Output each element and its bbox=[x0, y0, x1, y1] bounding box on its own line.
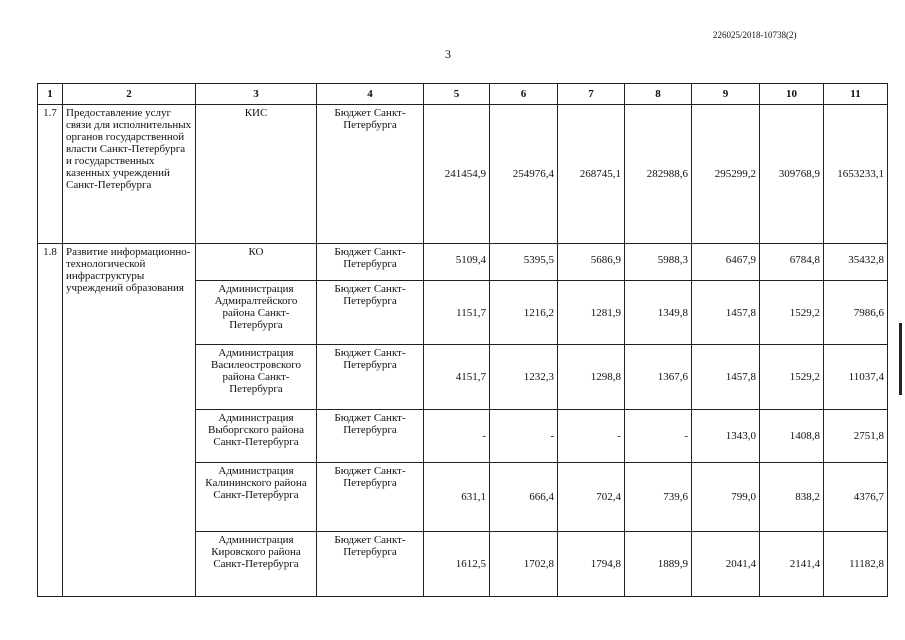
value-cell: 268745,1 bbox=[558, 105, 625, 244]
funding-source-cell: Бюджет Санкт-Петербурга bbox=[317, 281, 424, 345]
header-cell: 9 bbox=[692, 84, 760, 105]
value-cell: 1457,8 bbox=[692, 345, 760, 410]
row-number: 1.7 bbox=[38, 105, 63, 244]
executor-cell: Администрация Василеостровского района Санкт-Петербурга bbox=[196, 345, 317, 410]
value-cell: 2041,4 bbox=[692, 532, 760, 597]
value-cell: 5988,3 bbox=[625, 244, 692, 281]
total-cell: 4376,7 bbox=[824, 463, 888, 532]
document-id: 226025/2018-10738(2) bbox=[713, 30, 797, 40]
value-cell: 739,6 bbox=[625, 463, 692, 532]
table-row bbox=[38, 105, 888, 244]
value-cell: 838,2 bbox=[760, 463, 824, 532]
value-cell: 799,0 bbox=[692, 463, 760, 532]
value-cell: 666,4 bbox=[490, 463, 558, 532]
value-cell: - bbox=[558, 410, 625, 463]
value-cell: 1529,2 bbox=[760, 281, 824, 345]
total-cell: 35432,8 bbox=[824, 244, 888, 281]
value-cell: 1298,8 bbox=[558, 345, 625, 410]
header-cell: 3 bbox=[196, 84, 317, 105]
value-cell: 1794,8 bbox=[558, 532, 625, 597]
measure-name: Развитие информационно-технологической инфраструктуры учреждений образования bbox=[63, 244, 196, 597]
executor-cell: Администрация Выборгского района Санкт-Петербурга bbox=[196, 410, 317, 463]
header-cell: 2 bbox=[63, 84, 196, 105]
value-cell: 2141,4 bbox=[760, 532, 824, 597]
value-cell: 4151,7 bbox=[424, 345, 490, 410]
value-cell: 6784,8 bbox=[760, 244, 824, 281]
value-cell: 1457,8 bbox=[692, 281, 760, 345]
value-cell: 282988,6 bbox=[625, 105, 692, 244]
value-cell: 1151,7 bbox=[424, 281, 490, 345]
header-cell: 1 bbox=[38, 84, 63, 105]
page-number: 3 bbox=[445, 47, 451, 61]
value-cell: 5109,4 bbox=[424, 244, 490, 281]
value-cell: 1367,6 bbox=[625, 345, 692, 410]
funding-source-cell: Бюджет Санкт-Петербурга bbox=[317, 345, 424, 410]
funding-source-cell: Бюджет Санкт-Петербурга bbox=[317, 532, 424, 597]
value-cell: 5686,9 bbox=[558, 244, 625, 281]
total-cell: 2751,8 bbox=[824, 410, 888, 463]
value-cell: 5395,5 bbox=[490, 244, 558, 281]
header-cell: 8 bbox=[625, 84, 692, 105]
scan-edge-mark bbox=[899, 323, 902, 395]
executor-cell: Администрация Кировского района Санкт-Петербурга bbox=[196, 532, 317, 597]
value-cell: 1232,3 bbox=[490, 345, 558, 410]
measure-name: Предоставление услуг связи для исполнительных органов государственной власти Санкт-Петербурга и государственных казенных учреждений Санкт-Петербурга bbox=[63, 105, 196, 244]
value-cell: 1349,8 bbox=[625, 281, 692, 345]
value-cell: 1216,2 bbox=[490, 281, 558, 345]
table-header-row bbox=[38, 84, 888, 105]
header-cell: 7 bbox=[558, 84, 625, 105]
header-cell: 6 bbox=[490, 84, 558, 105]
value-cell: - bbox=[625, 410, 692, 463]
executor-cell: КИС bbox=[196, 105, 317, 244]
value-cell: 1343,0 bbox=[692, 410, 760, 463]
value-cell: 254976,4 bbox=[490, 105, 558, 244]
table-row bbox=[38, 244, 888, 281]
header-cell: 11 bbox=[824, 84, 888, 105]
executor-cell: Администрация Адмиралтейского района Санкт-Петербурга bbox=[196, 281, 317, 345]
value-cell: 309768,9 bbox=[760, 105, 824, 244]
value-cell: 702,4 bbox=[558, 463, 625, 532]
value-cell: 631,1 bbox=[424, 463, 490, 532]
total-cell: 11037,4 bbox=[824, 345, 888, 410]
value-cell: 1281,9 bbox=[558, 281, 625, 345]
header-cell: 10 bbox=[760, 84, 824, 105]
funding-source-cell: Бюджет Санкт-Петербурга bbox=[317, 105, 424, 244]
total-cell: 7986,6 bbox=[824, 281, 888, 345]
budget-table bbox=[37, 83, 888, 597]
value-cell: 1889,9 bbox=[625, 532, 692, 597]
total-cell: 11182,8 bbox=[824, 532, 888, 597]
value-cell: 1408,8 bbox=[760, 410, 824, 463]
value-cell: - bbox=[490, 410, 558, 463]
value-cell: 295299,2 bbox=[692, 105, 760, 244]
executor-cell: КО bbox=[196, 244, 317, 281]
header-cell: 4 bbox=[317, 84, 424, 105]
funding-source-cell: Бюджет Санкт-Петербурга bbox=[317, 410, 424, 463]
value-cell: 1529,2 bbox=[760, 345, 824, 410]
executor-cell: Администрация Калининского района Санкт-Петербурга bbox=[196, 463, 317, 532]
row-number: 1.8 bbox=[38, 244, 63, 597]
header-cell: 5 bbox=[424, 84, 490, 105]
value-cell: 6467,9 bbox=[692, 244, 760, 281]
funding-source-cell: Бюджет Санкт-Петербурга bbox=[317, 244, 424, 281]
total-cell: 1653233,1 bbox=[824, 105, 888, 244]
value-cell: 1612,5 bbox=[424, 532, 490, 597]
value-cell: 1702,8 bbox=[490, 532, 558, 597]
value-cell: 241454,9 bbox=[424, 105, 490, 244]
funding-source-cell: Бюджет Санкт-Петербурга bbox=[317, 463, 424, 532]
value-cell: - bbox=[424, 410, 490, 463]
